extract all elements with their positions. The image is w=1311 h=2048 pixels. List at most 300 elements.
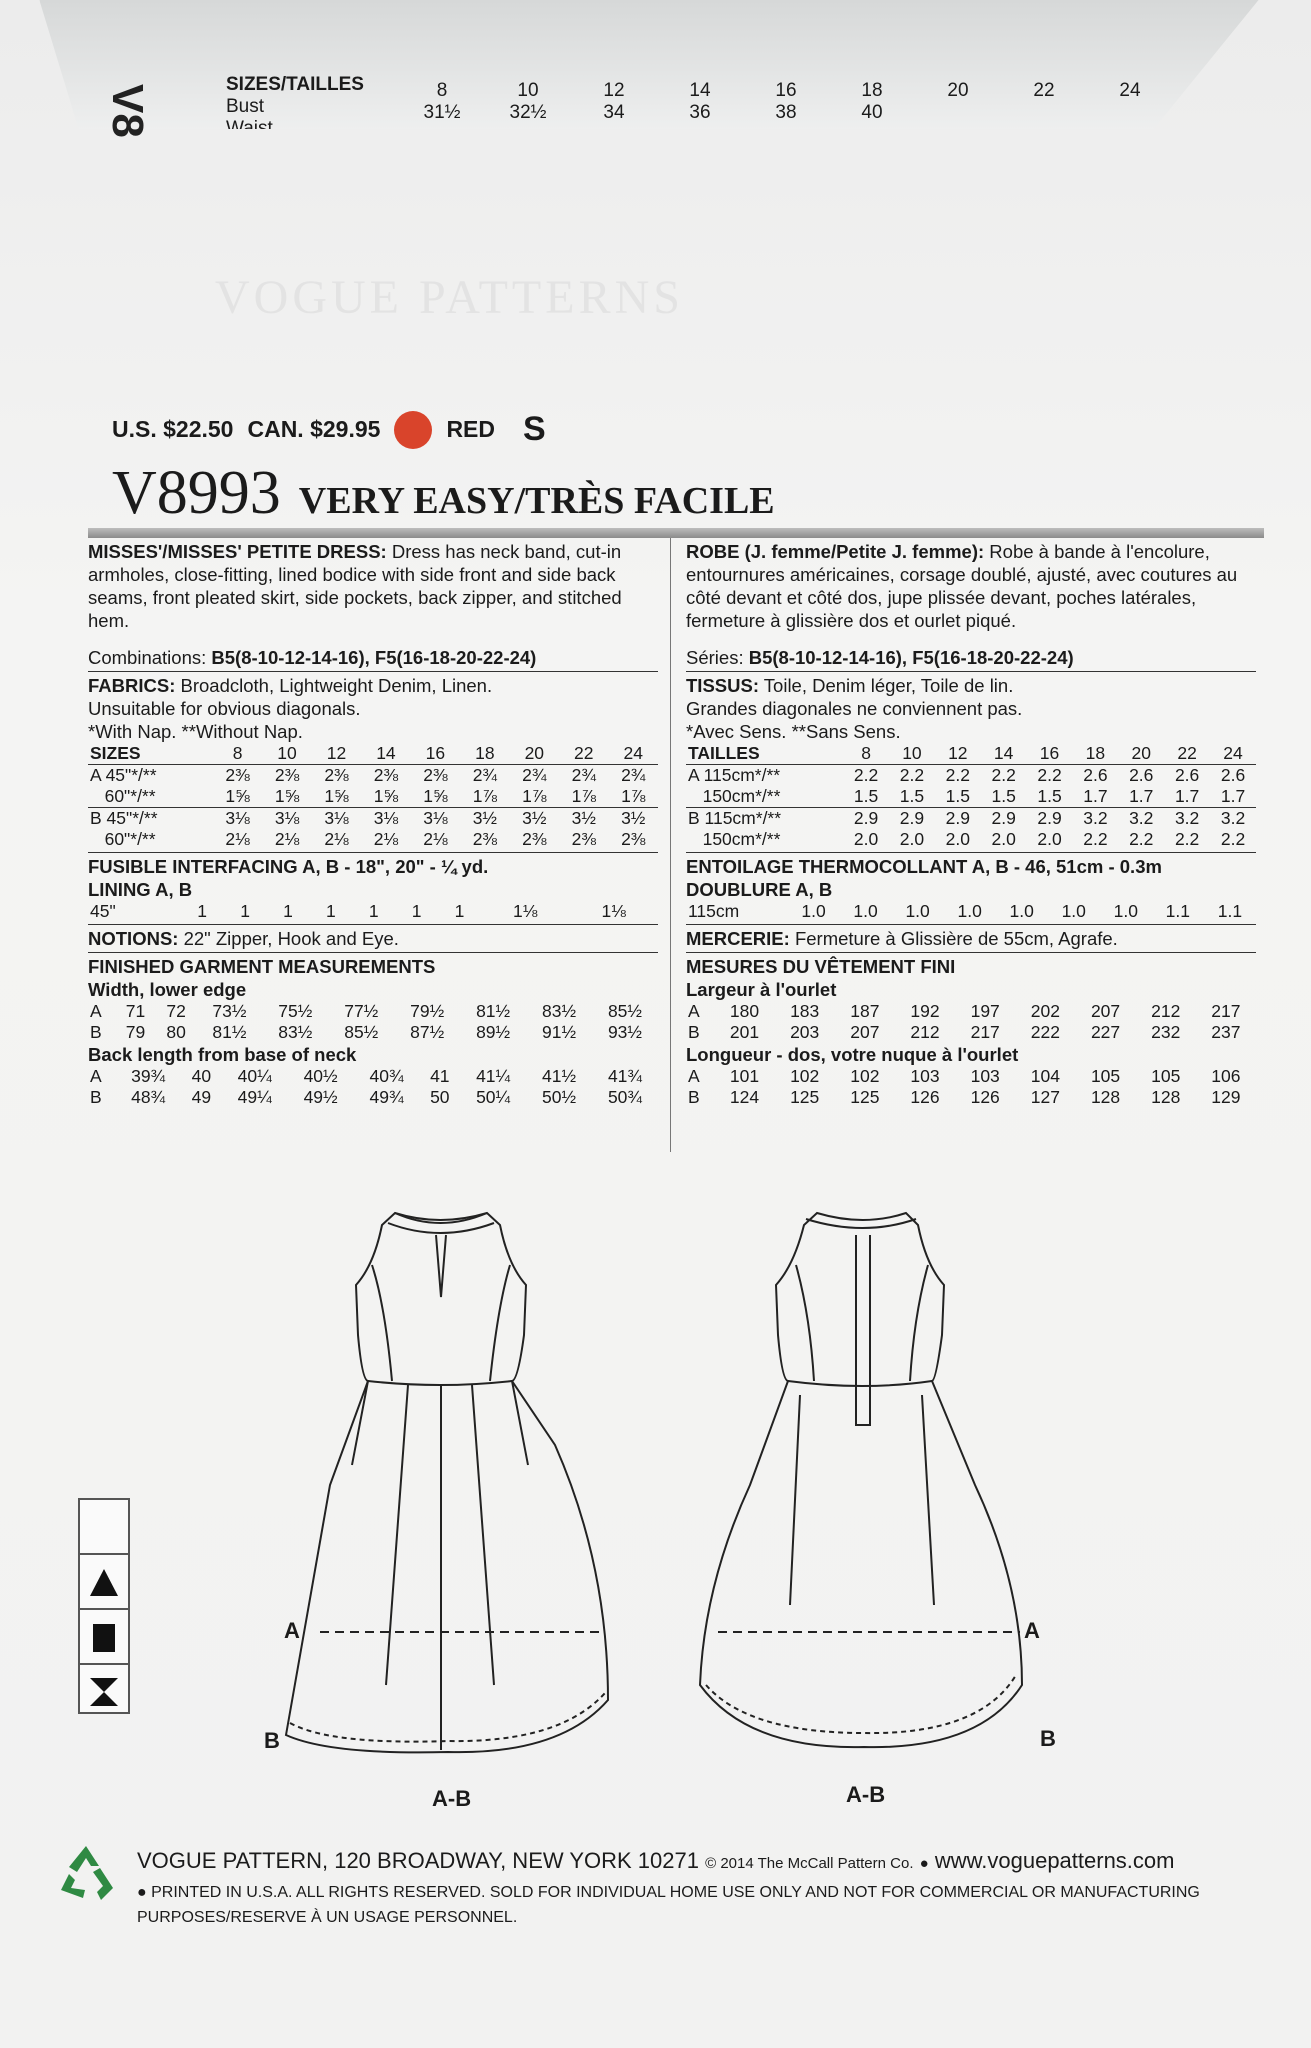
- table-cell: 2¾: [608, 765, 658, 787]
- english-fabrics: FABRICS: Broadcloth, Lightweight Denim, Linen.: [88, 675, 493, 696]
- table-cell: 50¾: [607, 1087, 643, 1107]
- table-cell: 1.5: [1037, 786, 1062, 806]
- table-cell: 24: [623, 743, 643, 763]
- price-line: [112, 410, 546, 449]
- table-cell: 14: [993, 743, 1014, 763]
- title-divider: [88, 528, 1264, 538]
- table-cell: 2¾: [460, 765, 509, 787]
- table-cell: 217: [1211, 1001, 1241, 1021]
- front-dress-outline: [286, 1213, 608, 1752]
- french-description: ROBE (J. femme/Petite J. femme): Robe à bande à l'encolure, entournures américaines, corsage doublé, ajusté, avec coutures au côté devant et côté dos, jupe plissée devant, poches latérales, fermeture à glissière dos et ourlet piqué.: [686, 541, 1238, 631]
- table-row: [686, 808, 1256, 830]
- table-row: [88, 1001, 658, 1022]
- table-cell: 2.6: [1164, 765, 1210, 787]
- table-cell: 222: [1030, 1022, 1060, 1042]
- table-cell: 41½: [541, 1066, 577, 1086]
- table-cell: 1⅞: [621, 786, 646, 806]
- table-cell: 14: [376, 743, 396, 763]
- table-cell: 125: [790, 1087, 820, 1107]
- table-cell: 1.1: [1165, 901, 1190, 921]
- french-width-table: [686, 1001, 1256, 1043]
- table-cell: 20: [1131, 743, 1151, 763]
- table-cell: 227: [1090, 1022, 1121, 1042]
- table-row: [686, 765, 1256, 787]
- table-cell: 180: [729, 1001, 760, 1021]
- table-cell: 1.7: [1220, 786, 1246, 806]
- strip-size: 8: [436, 80, 448, 101]
- table-cell: 2.2: [981, 765, 1027, 787]
- back-zipper: [856, 1235, 870, 1425]
- strip-bust-value: 34: [603, 102, 625, 123]
- table-cell: 115cm: [688, 901, 740, 921]
- table-cell: 1.0: [1009, 901, 1034, 921]
- table-cell: A 45"*/**: [88, 765, 213, 787]
- table-cell: 106: [1211, 1066, 1241, 1086]
- table-cell: 2.2: [935, 765, 981, 787]
- table-cell: 2.2: [1129, 829, 1154, 849]
- back-label-a: A: [1024, 1618, 1040, 1643]
- french-column: [686, 540, 1256, 1108]
- table-cell: 183: [790, 1001, 820, 1021]
- table-cell: 81½: [212, 1022, 247, 1042]
- table-cell: 22: [574, 743, 594, 763]
- table-cell: 1⅞: [571, 786, 596, 806]
- table-cell: 105: [1151, 1066, 1181, 1086]
- table-cell: 105: [1090, 1066, 1121, 1086]
- table-cell: 197: [970, 1001, 1000, 1021]
- french-yardage-table: [686, 743, 1256, 850]
- table-cell: 40: [191, 1066, 212, 1086]
- table-cell: 2¾: [510, 765, 559, 787]
- table-cell: 3.2: [1072, 808, 1118, 830]
- table-cell: 8: [861, 743, 871, 763]
- table-cell: 2.0: [945, 829, 970, 849]
- table-cell: B 45"*/**: [88, 808, 213, 830]
- english-finished-label: FINISHED GARMENT MEASUREMENTS: [88, 956, 436, 977]
- table-cell: 2¾: [559, 765, 608, 787]
- table-row: [686, 901, 1256, 922]
- table-cell: 49½: [303, 1087, 338, 1107]
- french-fusible: ENTOILAGE THERMOCOLLANT A, B - 46, 51cm - 0.3m: [686, 856, 1162, 877]
- table-cell: 40¾: [369, 1066, 404, 1086]
- table-cell: 85½: [344, 1022, 379, 1042]
- size-strip-heading: SIZES/TAILLES: [226, 74, 364, 95]
- table-cell: 87½: [410, 1022, 445, 1042]
- table-cell: 2.6: [1118, 765, 1164, 787]
- can-price: CAN. $29.95: [247, 416, 381, 442]
- ghost-watermark: VOGUE PATTERNS: [215, 271, 684, 324]
- table-cell: 1: [240, 901, 250, 921]
- english-lining-label: LINING A, B: [88, 879, 193, 900]
- table-cell: 1.0: [1061, 901, 1086, 921]
- footer-address: VOGUE PATTERN, 120 BROADWAY, NEW YORK 10271: [137, 1848, 699, 1873]
- table-cell: 50¼: [476, 1087, 511, 1107]
- table-cell: 50: [430, 1087, 450, 1107]
- table-cell: 192: [910, 1001, 940, 1021]
- table-cell: 1.1: [1217, 901, 1243, 921]
- table-cell: 1.7: [1174, 786, 1200, 806]
- table-cell: 2⅛: [373, 829, 399, 849]
- table-cell: A 115cm*/**: [686, 765, 843, 787]
- front-caption: A-B: [432, 1786, 472, 1811]
- table-row: [88, 786, 658, 808]
- back-hem-stitching: [706, 1675, 1016, 1733]
- table-cell: A: [688, 1066, 700, 1086]
- table-cell: 1.5: [899, 786, 925, 806]
- table-cell: 2.9: [981, 808, 1027, 830]
- table-cell: 20: [524, 743, 545, 763]
- french-nap: *Avec Sens. **Sans Sens.: [686, 721, 901, 742]
- table-cell: 1: [454, 901, 465, 921]
- table-cell: 2.0: [1037, 829, 1062, 849]
- table-cell: 187: [850, 1001, 880, 1021]
- table-cell: 71: [125, 1001, 146, 1021]
- table-cell: 1⅝: [274, 786, 300, 806]
- table-cell: 2.2: [1174, 829, 1200, 849]
- strip-bust-value: 36: [689, 102, 711, 123]
- table-cell: 3⅛: [361, 808, 410, 830]
- table-cell: 40½: [303, 1066, 338, 1086]
- table-cell: 22: [1177, 743, 1197, 763]
- table-cell: 3½: [510, 808, 559, 830]
- table-cell: 202: [1030, 1001, 1060, 1021]
- back-label-b: B: [1040, 1726, 1056, 1751]
- table-cell: 150cm*/**: [688, 829, 781, 849]
- table-header-row: [686, 743, 1256, 765]
- table-cell: 2.2: [843, 765, 889, 787]
- table-cell: 39¾: [131, 1066, 166, 1086]
- table-cell: 41¾: [607, 1066, 643, 1086]
- table-cell: 2.2: [889, 765, 935, 787]
- table-cell: 49: [191, 1087, 212, 1107]
- table-cell: 3.2: [1210, 808, 1256, 830]
- table-cell: SIZES: [90, 743, 141, 763]
- french-combinations: Séries: B5(8-10-12-14-16), F5(16-18-20-22-24): [686, 647, 1074, 668]
- table-row: [88, 1087, 658, 1108]
- table-cell: 2⅜: [621, 829, 646, 849]
- table-cell: 3½: [608, 808, 658, 830]
- french-finished-label: MESURES DU VÊTEMENT FINI: [686, 956, 956, 977]
- table-cell: 1: [325, 901, 336, 921]
- french-lining-table: [686, 901, 1256, 922]
- table-cell: 1.0: [853, 901, 878, 921]
- table-cell: 1.5: [853, 786, 879, 806]
- table-cell: 1⅞: [522, 786, 547, 806]
- table-cell: 2.0: [899, 829, 925, 849]
- table-cell: 207: [850, 1022, 880, 1042]
- table-cell: 2⅜: [361, 765, 410, 787]
- english-combinations: Combinations: B5(8-10-12-14-16), F5(16-18-20-22-24): [88, 647, 537, 668]
- table-cell: 1.5: [945, 786, 970, 806]
- table-cell: 93½: [607, 1022, 643, 1042]
- table-cell: 1: [283, 901, 293, 921]
- table-cell: 1.0: [801, 901, 826, 921]
- footer-line-1: VOGUE PATTERN, 120 BROADWAY, NEW YORK 10271 © 2014 The McCall Pattern Co. ● www.voguepatterns.com: [137, 1848, 1175, 1873]
- table-cell: 80: [166, 1022, 186, 1042]
- table-cell: 73½: [212, 1001, 247, 1021]
- front-neckline: [388, 1213, 494, 1233]
- table-cell: 48¾: [131, 1087, 166, 1107]
- hourglass-icon: [80, 1665, 128, 1718]
- table-cell: 2⅛: [324, 829, 349, 849]
- table-cell: 77½: [344, 1001, 379, 1021]
- table-cell: 2⅛: [274, 829, 300, 849]
- table-cell: 3⅛: [262, 808, 311, 830]
- strip-size: 22: [1033, 80, 1055, 101]
- table-cell: 3.2: [1118, 808, 1164, 830]
- us-price: U.S. $22.50: [112, 416, 234, 442]
- table-cell: 24: [1223, 743, 1243, 763]
- table-cell: 125: [850, 1087, 880, 1107]
- title-line: [112, 458, 775, 529]
- table-cell: 1⅝: [324, 786, 349, 806]
- table-row: [686, 1066, 1256, 1087]
- table-row: [88, 901, 658, 922]
- table-cell: 3½: [460, 808, 509, 830]
- table-cell: 102: [850, 1066, 880, 1086]
- table-cell: 2.0: [991, 829, 1016, 849]
- table-cell: 2⅜: [571, 829, 596, 849]
- square-icon: [80, 1610, 128, 1665]
- table-cell: A: [90, 1001, 102, 1021]
- french-lining-label: DOUBLURE A, B: [686, 879, 833, 900]
- english-notions: NOTIONS: 22" Zipper, Hook and Eye.: [88, 928, 399, 949]
- side-mark: V8: [103, 84, 152, 138]
- table-cell: 1: [368, 901, 379, 921]
- pattern-number: V8993: [112, 459, 281, 527]
- table-cell: 2⅜: [411, 765, 460, 787]
- table-cell: 1⅝: [225, 786, 250, 806]
- table-row: [686, 1022, 1256, 1043]
- english-width-table: [88, 1001, 658, 1043]
- table-cell: 85½: [607, 1001, 643, 1021]
- table-cell: 2⅜: [213, 765, 262, 787]
- table-cell: 1.7: [1129, 786, 1154, 806]
- table-cell: 2.2: [1027, 765, 1073, 787]
- table-cell: 12: [948, 743, 968, 763]
- table-cell: 40¼: [237, 1066, 272, 1086]
- table-cell: 217: [970, 1022, 1000, 1042]
- table-cell: 3½: [559, 808, 608, 830]
- table-cell: 60"*/**: [90, 829, 156, 849]
- table-cell: 50½: [541, 1087, 577, 1107]
- table-cell: 104: [1030, 1066, 1060, 1086]
- table-cell: A: [688, 1001, 700, 1021]
- french-fabrics: TISSUS: Toile, Denim léger, Toile de lin.: [686, 675, 1014, 696]
- table-cell: 127: [1030, 1087, 1060, 1107]
- back-skirt-seams: [790, 1395, 934, 1605]
- strip-size: 12: [603, 80, 625, 101]
- table-row: [88, 829, 658, 850]
- french-notions: MERCERIE: Fermeture à Glissière de 55cm, Agrafe.: [686, 928, 1118, 949]
- table-row: [88, 808, 658, 830]
- column-divider: [670, 538, 671, 1152]
- table-row: [686, 1087, 1256, 1108]
- strip-bust-value: 38: [775, 102, 797, 123]
- triangle-icon: [80, 1555, 128, 1610]
- strip-bust-value: 31½: [423, 102, 461, 123]
- footer-copyright: © 2014 The McCall Pattern Co.: [705, 1855, 914, 1872]
- table-cell: 1⅛: [601, 901, 626, 921]
- french-length-label: Longueur - dos, votre nuque à l'ourlet: [686, 1044, 1019, 1065]
- french-unsuitable: Grandes diagonales ne conviennent pas.: [686, 698, 1023, 719]
- english-width-label: Width, lower edge: [88, 979, 247, 1000]
- table-cell: 2.6: [1210, 765, 1256, 787]
- table-cell: 128: [1090, 1087, 1121, 1107]
- table-cell: 79: [125, 1022, 146, 1042]
- recycle-icon: [55, 1842, 117, 1904]
- back-view-drawing: [700, 1213, 1022, 1747]
- footer-website[interactable]: www.voguepatterns.com: [934, 1848, 1175, 1873]
- table-cell: 126: [970, 1087, 1000, 1107]
- back-waistline: [788, 1381, 932, 1386]
- strip-size: 18: [861, 80, 883, 101]
- table-cell: 1: [197, 901, 208, 921]
- table-cell: 2.0: [853, 829, 879, 849]
- price-letter: S: [523, 410, 546, 448]
- table-cell: 16: [1039, 743, 1060, 763]
- table-cell: 3⅛: [411, 808, 460, 830]
- front-label-a: A: [284, 1618, 300, 1643]
- front-neck-slit: [436, 1235, 446, 1297]
- english-nap: *With Nap. **Without Nap.: [88, 721, 303, 742]
- table-cell: 203: [790, 1022, 820, 1042]
- table-cell: 126: [910, 1087, 940, 1107]
- english-fusible: FUSIBLE INTERFACING A, B - 18", 20" - ¼ yd.: [88, 856, 489, 877]
- table-cell: B 115cm*/**: [686, 808, 843, 830]
- table-cell: 2⅛: [423, 829, 448, 849]
- table-cell: 41: [430, 1066, 450, 1086]
- table-cell: 1.5: [991, 786, 1016, 806]
- table-cell: 2⅜: [522, 829, 547, 849]
- strip-size: 24: [1119, 80, 1141, 101]
- table-cell: 89½: [476, 1022, 511, 1042]
- table-cell: 129: [1211, 1087, 1241, 1107]
- strip-size: 14: [689, 80, 711, 101]
- table-cell: 103: [970, 1066, 1000, 1086]
- english-yardage-table: [88, 743, 658, 850]
- blank-symbol: [80, 1500, 128, 1555]
- english-length-table: [88, 1066, 658, 1108]
- english-column: [88, 540, 658, 1108]
- english-description: MISSES'/MISSES' PETITE DRESS: Dress has neck band, cut-in armholes, close-fitting, lined bodice with side front and side back seams, front pleated skirt, side pockets, back zipper, and stitched hem.: [88, 541, 622, 631]
- table-cell: 2⅛: [225, 829, 250, 849]
- size-strip-waist-label: Waist: [226, 118, 273, 139]
- back-bodice-seams: [796, 1265, 928, 1381]
- table-cell: 83½: [278, 1022, 313, 1042]
- english-length-label: Back length from base of neck: [88, 1044, 357, 1065]
- table-cell: 18: [475, 743, 495, 763]
- table-cell: 232: [1151, 1022, 1181, 1042]
- table-cell: 2.9: [935, 808, 981, 830]
- technical-drawings: [0, 1185, 1311, 1825]
- table-cell: 3⅛: [213, 808, 262, 830]
- table-row: [88, 1066, 658, 1087]
- front-waistline: [368, 1381, 512, 1385]
- size-strip-bust-label: Bust: [226, 96, 265, 117]
- table-cell: 91½: [541, 1022, 577, 1042]
- table-cell: 1.7: [1083, 786, 1108, 806]
- english-lining-table: [88, 901, 658, 922]
- strip-size: 20: [947, 80, 969, 101]
- table-cell: 1.0: [957, 901, 982, 921]
- table-cell: 3⅛: [312, 808, 361, 830]
- table-cell: 41¼: [476, 1066, 511, 1086]
- table-cell: 45": [90, 901, 116, 921]
- front-bodice-seams: [372, 1265, 510, 1381]
- table-cell: 150cm*/**: [688, 786, 781, 806]
- table-cell: 2.9: [843, 808, 889, 830]
- table-cell: 1⅝: [373, 786, 399, 806]
- table-cell: 103: [910, 1066, 940, 1086]
- table-cell: 207: [1090, 1001, 1121, 1021]
- symbol-legend: [78, 1498, 130, 1714]
- table-cell: 72: [166, 1001, 186, 1021]
- table-cell: B: [90, 1022, 102, 1042]
- table-cell: 1: [411, 901, 422, 921]
- table-row: [686, 786, 1256, 808]
- table-cell: 18: [1085, 743, 1106, 763]
- back-caption: A-B: [846, 1782, 886, 1807]
- table-cell: 2⅜: [312, 765, 361, 787]
- table-cell: 1⅞: [472, 786, 498, 806]
- table-cell: TAILLES: [688, 743, 760, 763]
- table-cell: B: [688, 1022, 700, 1042]
- table-cell: 2⅜: [262, 765, 311, 787]
- strip-bust-value: 40: [861, 102, 883, 123]
- table-cell: 75½: [278, 1001, 313, 1021]
- table-cell: 79½: [410, 1001, 445, 1021]
- table-cell: 212: [910, 1022, 940, 1042]
- footer-legal: ● PRINTED IN U.S.A. ALL RIGHTS RESERVED. SOLD FOR INDIVIDUAL HOME USE ONLY AND NOT FOR COMMERCIAL OR MANUFACTURING PURPOSES/RESERVE À UN USAGE PERSONNEL.: [137, 1884, 1200, 1926]
- color-dot-icon: [394, 411, 432, 449]
- table-cell: 1.0: [1113, 901, 1138, 921]
- table-cell: 49¼: [237, 1087, 272, 1107]
- table-cell: 49¾: [369, 1087, 404, 1107]
- strip-size: 16: [775, 80, 797, 101]
- table-cell: 83½: [541, 1001, 577, 1021]
- table-cell: 201: [729, 1022, 760, 1042]
- table-cell: 2⅜: [472, 829, 498, 849]
- french-width-label: Largeur à l'ourlet: [686, 979, 837, 1000]
- table-cell: 8: [232, 743, 243, 763]
- table-cell: 2.2: [1220, 829, 1246, 849]
- difficulty-label: VERY EASY/TRÈS FACILE: [298, 480, 775, 522]
- table-cell: 101: [729, 1066, 760, 1086]
- price-color: RED: [446, 416, 495, 442]
- table-cell: 124: [729, 1087, 760, 1107]
- table-cell: 1.0: [905, 901, 930, 921]
- front-pleats: [386, 1385, 494, 1750]
- table-cell: 81½: [476, 1001, 511, 1021]
- table-cell: 10: [277, 743, 297, 763]
- table-cell: 102: [790, 1066, 820, 1086]
- table-header-row: [88, 743, 658, 765]
- table-cell: 1⅛: [513, 901, 538, 921]
- table-cell: 1⅝: [423, 786, 448, 806]
- table-cell: B: [688, 1087, 700, 1107]
- french-length-table: [686, 1066, 1256, 1108]
- front-view-drawing: [286, 1213, 608, 1752]
- strip-size: 10: [517, 80, 539, 101]
- table-cell: 2.9: [1027, 808, 1073, 830]
- table-cell: 10: [902, 743, 922, 763]
- table-cell: 237: [1211, 1022, 1241, 1042]
- table-cell: 212: [1151, 1001, 1181, 1021]
- back-dress-outline: [700, 1213, 1022, 1747]
- table-row: [88, 1022, 658, 1043]
- table-cell: B: [90, 1087, 102, 1107]
